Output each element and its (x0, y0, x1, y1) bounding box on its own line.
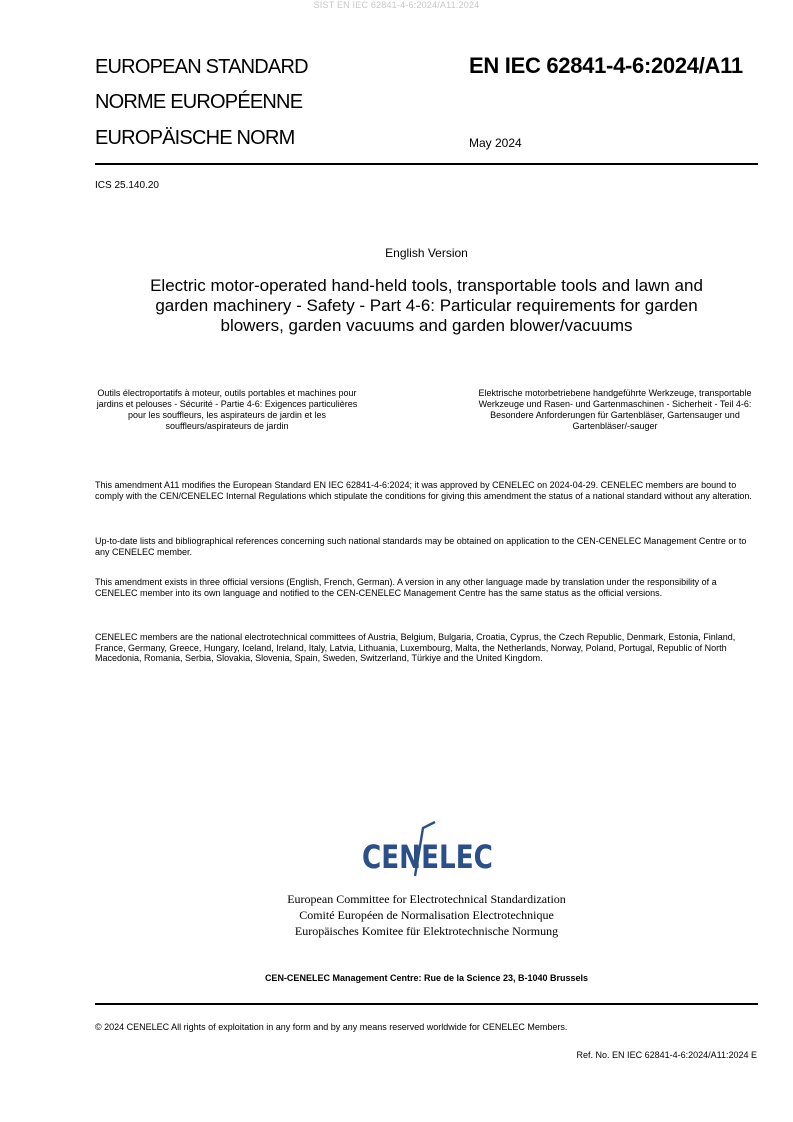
subtitle-german: Elektrische motorbetriebene handgeführte Werkzeuge, transportable Werkzeuge und Rasen- und Gartenmaschinen - Sicherheit - Teil 4-6: Besondere Anforderungen für Gartenbläser, Gartensauger und Gartenbläser/-sauger (478, 388, 752, 431)
header-divider (95, 163, 758, 165)
subtitle-french: Outils électroportatifs à moteur, outils portables et machines pour jardins et pelouses - Sécurité - Partie 4-6: Exigences particulières pour les souffleurs, les aspirateurs de jardin et les souffleurs/aspirateurs de jardin (96, 388, 358, 431)
document-title: Electric motor-operated hand-held tools, transportable tools and lawn and garden machinery - Safety - Part 4-6: Particular requirements for garden blowers, garden vacuums and garden blower/vacuums (150, 276, 703, 335)
members-paragraph: CENELEC members are the national electrotechnical committees of Austria, Belgium, Bulgaria, Croatia, Cyprus, the Czech Republic, Denmark, Estonia, Finland, France, Germany, Greece, Hungary, Iceland, Ireland, Italy, Latvia, Lithuania, Luxembourg, Malta, the Netherlands, Norway, Poland, Portugal, Republic of North Macedonia, Romania, Serbia, Slovakia, Slovenia, Spain, Sweden, Switzerland, Türkiye and the United Kingdom. (95, 632, 736, 663)
reference-number: Ref. No. EN IEC 62841-4-6:2024/A11:2024 E (576, 1050, 757, 1060)
management-centre-address: CEN-CENELEC Management Centre: Rue de la Science 23, B-1040 Brussels (264, 973, 589, 983)
standard-name-de: EUROPÄISCHE NORM (95, 127, 295, 149)
copyright-notice: © 2024 CENELEC All rights of exploitation in any form and by any means reserved worldwide for CENELEC Members. (95, 1022, 568, 1032)
approval-paragraph: This amendment A11 modifies the European Standard EN IEC 62841-4-6:2024; it was approved by CENELEC on 2024-04-29. CENELEC members are bound to comply with the CEN/CENELEC Internal Regulations which stipulate the conditions for giving this amendment the status of a national standard without any alteration. (95, 480, 752, 501)
references-paragraph: Up-to-date lists and bibliographical references concerning such national standards may be obtained on application to the CEN-CENELEC Management Centre or to any CENELEC member. (95, 536, 747, 557)
cenelec-logo (343, 820, 513, 880)
standard-name-fr: NORME EUROPÉENNE (95, 91, 303, 113)
publication-date: May 2024 (469, 136, 522, 150)
versions-paragraph: This amendment exists in three official versions (English, French, German). A version in any other language made by translation under the responsibility of a CENELEC member into its own language and notified to the CEN-CENELEC Management Centre has the same status as the official versions. (95, 577, 717, 598)
organization-name-de: Europäisches Komitee für Elektrotechnische Normung (294, 924, 559, 938)
organization-name-en: European Committee for Electrotechnical Standardization (287, 892, 566, 906)
language-version: English Version (385, 246, 468, 260)
organization-names (0, 891, 793, 939)
organization-name-fr: Comité Européen de Normalisation Electrotechnique (299, 908, 554, 922)
watermark: SIST EN IEC 62841-4-6:2024/A11:2024 (313, 0, 480, 10)
ics-code: ICS 25.140.20 (95, 180, 159, 191)
cenelec-logo-text: CENELEC (361, 838, 493, 876)
standard-name-en: EUROPEAN STANDARD (95, 56, 308, 78)
cenelec-logo-graphic (343, 820, 513, 880)
footer-divider (95, 1003, 758, 1005)
standard-id: EN IEC 62841-4-6:2024/A11 (469, 53, 743, 78)
